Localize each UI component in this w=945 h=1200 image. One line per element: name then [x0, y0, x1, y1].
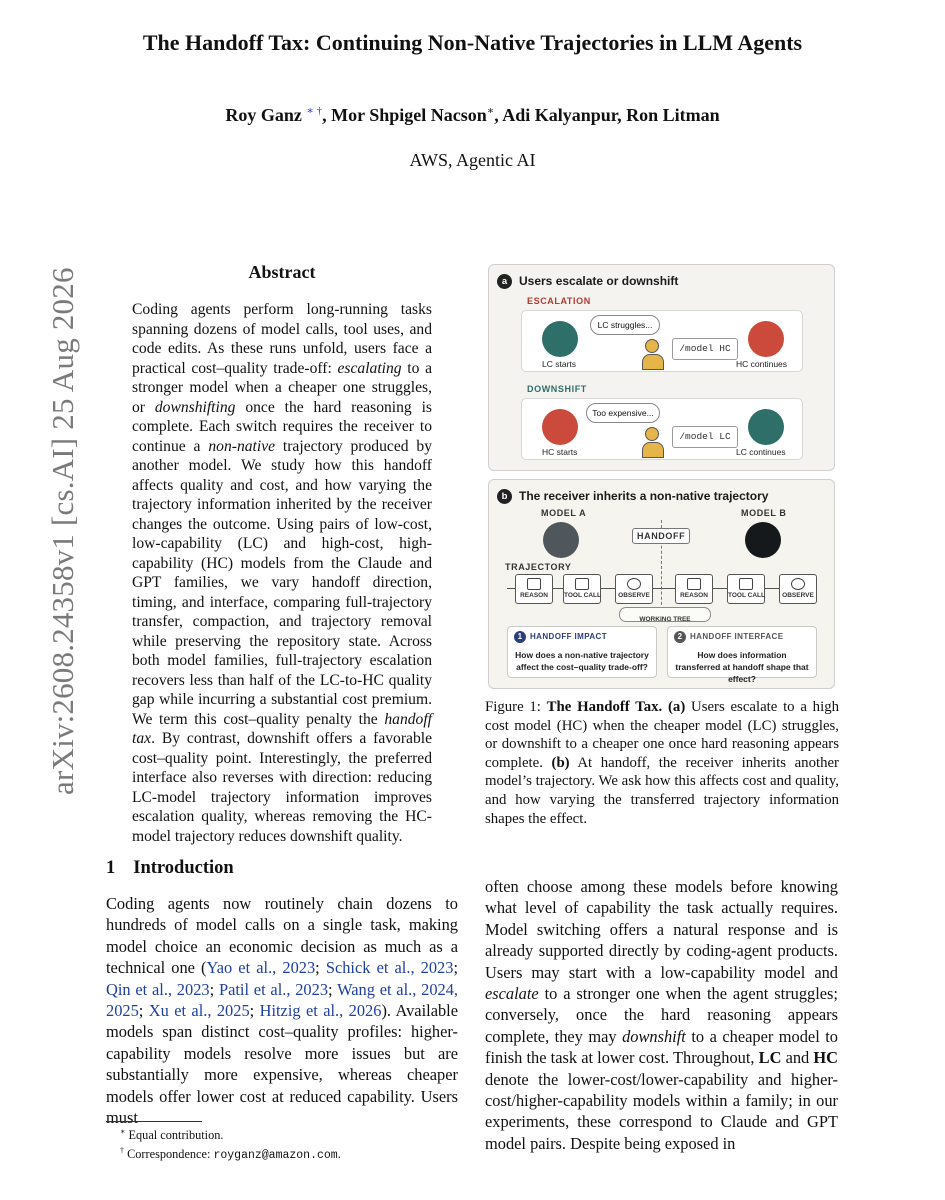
section-title: Introduction — [133, 858, 234, 878]
trajectory-step — [675, 574, 713, 604]
lc-model-icon — [748, 409, 784, 445]
intro-text: ). Available models span distinct cost–quality profiles: higher-capability models resolve more issues but are substantially more expensive, whereas cheaper models offer lower cost at reduced capability. Users must — [106, 1001, 458, 1128]
hc-continues-label: HC continues — [736, 359, 788, 369]
figure-caption — [485, 698, 839, 828]
section-heading — [106, 858, 234, 879]
lc-model-icon — [542, 321, 578, 357]
abstract-heading: Abstract — [248, 262, 316, 282]
escalation-label: ESCALATION — [527, 296, 591, 306]
author-1: Roy Ganz — [225, 105, 302, 125]
impact-title-row — [514, 631, 607, 643]
interface-question: How does information transferred at handoff shape that effect? — [675, 650, 809, 684]
model-switch-command: /model HC — [672, 338, 738, 360]
author-2: , Mor Shpigel Nacson — [322, 105, 487, 125]
caption-title: The Handoff Tax. — [546, 699, 663, 715]
section-number: 1 — [106, 858, 116, 878]
abstract-emphasis: handoff tax — [132, 710, 432, 747]
working-tree-label: WORKING TREE — [639, 616, 691, 623]
impact-question: How does a non-native trajectory affect the cost–quality trade-off? — [515, 650, 649, 672]
panel-a-badge: a — [497, 274, 512, 289]
trajectory-step — [515, 574, 553, 604]
step-label: TOOL CALL — [564, 592, 601, 599]
panel-a-title: Users escalate or downshift — [519, 274, 679, 288]
model-a-icon — [543, 522, 579, 558]
arxiv-sidebar-id: arXiv:2608.24358v1 [cs.AI] 25 Aug 2026 — [45, 267, 80, 795]
impact-title: HANDOFF IMPACT — [530, 632, 607, 641]
intro-emphasis: downshift — [622, 1026, 686, 1046]
hc-model-icon — [748, 321, 784, 357]
intro-emphasis: escalate — [485, 984, 539, 1004]
intro-right-column — [485, 876, 838, 1154]
user-person-icon — [642, 339, 662, 369]
caption-tag-b: (b) — [551, 754, 570, 771]
author-1-marks: ∗ † — [306, 105, 323, 117]
step-icon — [687, 578, 701, 590]
lc-starts-label: LC starts — [542, 359, 577, 369]
abstract-text: once the hard reasoning is complete. Each switch requires the receiver to continue a — [132, 398, 432, 455]
intro-left-column: Coding agents now routinely chain dozens to hundreds of model calls on a single task, making model choice an economic decision as much as a technical one (Yao et al., 2023; Schick et al., 2023; Qin et al., 2023; Patil et al., 2023; Wang et al., 2024, 2025; Xu et al., 2025; Hitzig et al., 2026). Available models span distinct cost–quality profiles: higher-capability models resolve more issues but are substantially more expensive, whereas cheaper models offer lower cost at reduced capability. Users must — [106, 894, 459, 1128]
trajectory-step — [615, 574, 653, 604]
intro-text: and — [781, 1048, 814, 1068]
caption-text-a: Users escalate to a high cost model (HC) when the cheaper model (LC) struggles, or downshift to a cheaper one once hard reasoning appears complete. — [485, 699, 839, 771]
model-a-label: MODEL A — [541, 508, 587, 518]
caption-label: Figure 1: — [485, 699, 547, 715]
affiliation: AWS, Agentic AI — [409, 150, 536, 170]
interface-title-row — [674, 631, 783, 643]
model-b-label: MODEL B — [741, 508, 787, 518]
intro-text: to a stronger one when the agent struggles; conversely, once the hard reasoning appears complete, they may — [485, 984, 838, 1046]
thought-bubble: LC struggles... — [590, 315, 660, 335]
step-icon — [791, 578, 805, 590]
step-label: REASON — [680, 592, 708, 599]
step-label: TOOL CALL — [728, 592, 765, 599]
footnote-text: Equal contribution. — [125, 1128, 224, 1143]
abstract-text: to a stronger model when a cheaper one struggles, or — [132, 359, 432, 416]
abstract-text: . By contrast, downshift offers a favorable cost–quality point. Interestingly, the preferred interface also reverses with direction: reducing LC-model trajectory information improves escalation quality, whereas removing the HC-model trajectory reduces downshift quality. — [132, 730, 432, 845]
step-icon — [527, 578, 541, 590]
user-person-icon — [642, 427, 662, 457]
footnote-text: . — [337, 1147, 341, 1162]
abstract-emphasis: downshifting — [154, 398, 236, 416]
intro-text: Coding agents now routinely chain dozens to hundreds of model calls on a single task, making model choice an economic decision as much as a technical one ( — [106, 894, 458, 978]
interface-title: HANDOFF INTERFACE — [690, 632, 784, 641]
abstract-text: Coding agents perform long-running tasks spanning dozens of model calls, tool uses, and code edits. As these runs unfold, users face a practical cost–quality trade-off: — [132, 301, 432, 377]
intro-text: denote the lower-cost/lower-capability and higher-cost/higher-capability models within a family; in our experiments, these correspond to Claude and GPT model pairs. Despite being exposed in — [485, 1069, 838, 1153]
step-icon — [575, 578, 589, 590]
hc-model-icon — [542, 409, 578, 445]
model-b-icon — [745, 522, 781, 558]
trajectory-step — [779, 574, 817, 604]
trajectory-step — [563, 574, 601, 604]
footnote-1 — [120, 1124, 341, 1143]
citation-link[interactable]: Qin et al., 2023 — [106, 979, 210, 999]
footnote-2 — [120, 1143, 341, 1164]
downshift-label: DOWNSHIFT — [527, 384, 587, 394]
step-icon — [627, 578, 641, 590]
downshift-box — [521, 398, 803, 460]
trajectory-step — [727, 574, 765, 604]
abstract-text: trajectory produced by another model. We study how this handoff affects quality and cost, and how varying the trajectory information inherited by the receiver changes the outcome. Using pairs of low-cost, low-capability (LC) and high-cost, high-capability (HC) models from the Claude and GPT families, we vary handoff direction, timing, and interface, comparing full-trajectory transfer, compaction, and trajectory removal while preserving the repository state. Across both model families, full-trajectory escalation recovers less than half of the LC-to-HC quality gap while incurring a substantial cost premium. We term this cost–quality penalty the — [132, 437, 432, 728]
step-label: REASON — [520, 592, 548, 599]
panel-b-badge: b — [497, 489, 512, 504]
footnote-mark: † — [120, 1146, 124, 1156]
citation-link[interactable]: Yao et al., 2023 — [206, 958, 316, 978]
footnote-rule — [106, 1121, 202, 1122]
intro-text: to a cheaper model to finish the task at lower cost. Throughout, — [485, 1026, 839, 1068]
footnote-mark: ∗ — [120, 1127, 126, 1136]
abstract-body — [132, 300, 432, 846]
caption-tag-a: (a) — [662, 699, 686, 715]
step-label: OBSERVE — [618, 592, 650, 599]
step-icon — [739, 578, 753, 590]
panel-b-title: The receiver inherits a non-native trajectory — [519, 489, 769, 503]
citation-link[interactable]: Wang et al., 2024, 2025 — [106, 979, 459, 1021]
interface-number: 2 — [674, 631, 686, 643]
footnotes — [120, 1124, 341, 1164]
intro-text: often choose among these models before knowing what level of capability the task actually requires. Model switching offers a natural response and is already supported directly by coding-agent products. Users may start with a low-capability model and — [485, 877, 838, 982]
abstract-emphasis: escalating — [337, 359, 402, 377]
citation-link[interactable]: Schick et al., 2023 — [325, 958, 454, 978]
thought-bubble: Too expensive... — [586, 403, 660, 423]
citation-link[interactable]: Hitzig et al., 2026 — [259, 1001, 382, 1021]
author-list — [0, 104, 945, 126]
citation-link[interactable]: Xu et al., 2025 — [148, 1001, 250, 1021]
figure-panel-a — [488, 264, 835, 471]
caption-text-b: At handoff, the receiver inherits another model’s trajectory. We ask how this affects cost and quality, and how varying the transferred trajectory information shapes the effect. — [485, 754, 839, 827]
working-tree — [619, 607, 711, 622]
handoff-impact-box — [507, 626, 657, 678]
figure-panel-b — [488, 479, 835, 689]
author-2-mark: ∗ — [486, 105, 495, 117]
impact-number: 1 — [514, 631, 526, 643]
trajectory-label: TRAJECTORY — [505, 562, 572, 572]
authors-rest: , Adi Kalyanpur, Ron Litman — [494, 105, 720, 125]
footnote-text: Correspondence: — [124, 1147, 214, 1162]
intro-bold: LC — [758, 1048, 782, 1068]
intro-bold: HC — [813, 1048, 838, 1068]
paper-title: The Handoff Tax: Continuing Non-Native Trajectories in LLM Agents — [142, 30, 803, 55]
escalation-box — [521, 310, 803, 372]
citation-link[interactable]: Patil et al., 2023 — [218, 979, 329, 999]
step-label: OBSERVE — [782, 592, 814, 599]
hc-starts-label: HC starts — [542, 447, 578, 457]
model-switch-command: /model LC — [672, 426, 738, 448]
handoff-label: HANDOFF — [632, 528, 690, 544]
email-link[interactable]: royganz@amazon.com — [213, 1149, 338, 1163]
handoff-interface-box — [667, 626, 817, 684]
abstract-emphasis: non-native — [208, 437, 276, 455]
lc-continues-label: LC continues — [736, 447, 786, 457]
